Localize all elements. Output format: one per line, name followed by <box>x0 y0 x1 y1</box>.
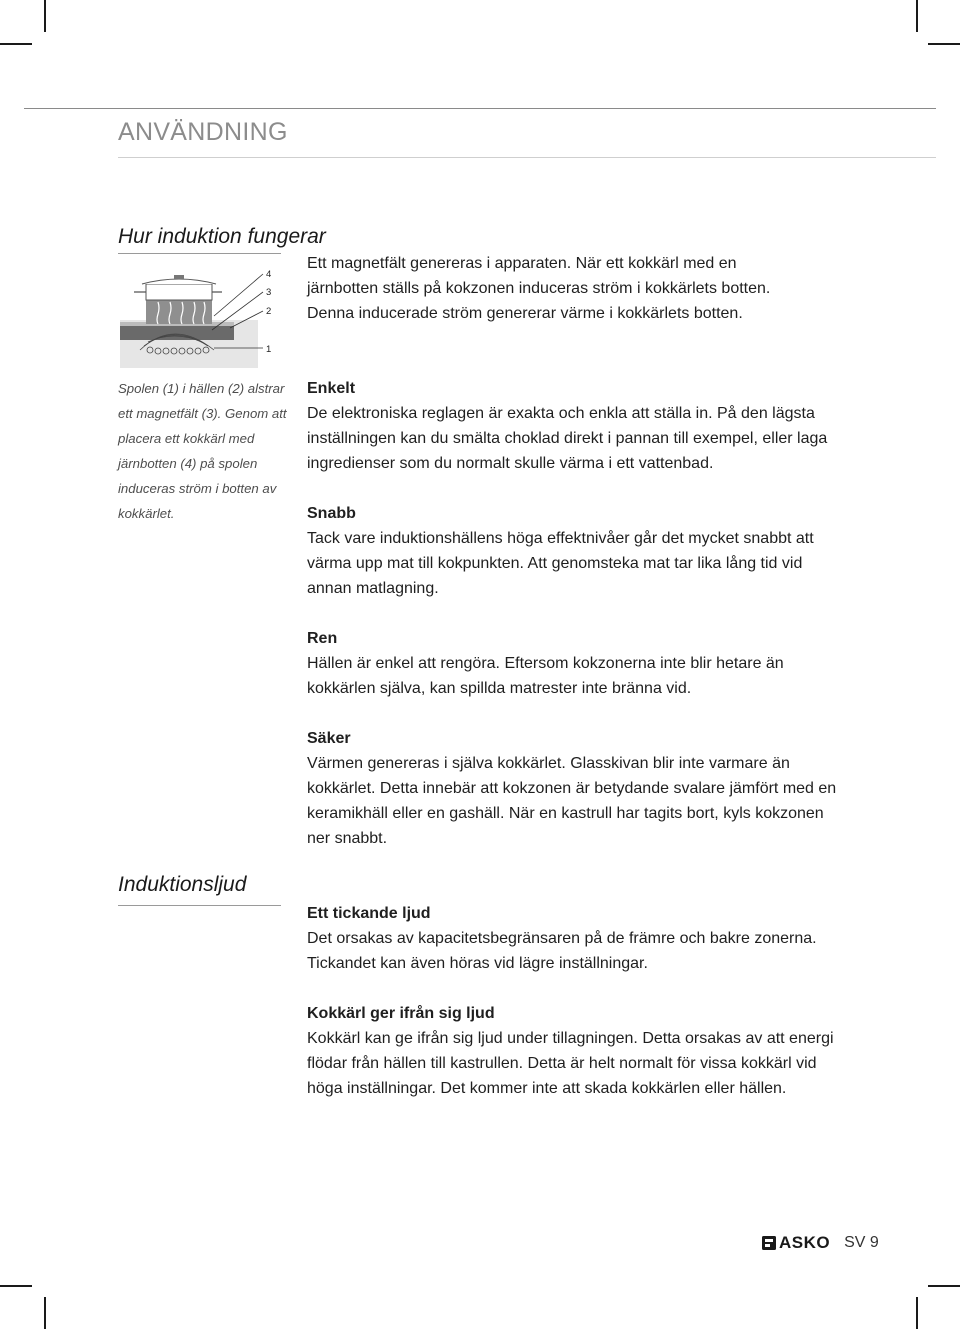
feature-text: De elektroniska reglagen är exakta och enkla att ställa in. På den lägsta inställningen kan du smälta choklad direkt i pannan till exempel, eller laga ingredienser som du normalt skulle värma i ett vattenbad. <box>307 405 828 472</box>
brand-logo <box>762 1233 830 1253</box>
figure-label: 3 <box>266 287 272 298</box>
top-rule <box>24 108 936 109</box>
feature-heading: Enkelt <box>307 380 356 397</box>
crop-mark <box>928 1285 960 1287</box>
sound-title: Induktionsljud <box>118 873 247 896</box>
footer <box>762 1231 879 1255</box>
feature-heading: Ren <box>307 630 338 647</box>
feature-heading: Säker <box>307 730 351 747</box>
sound-heading: Ett tickande ljud <box>307 905 431 922</box>
feature-heading: Snabb <box>307 505 356 522</box>
sound-block <box>307 1001 867 1101</box>
figure-caption: Spolen (1) i hällen (2) alstrar ett magnetfält (3). Genom att placera ett kokkärl med järnbotten (4) på spolen induceras ström i botten av kokkärlet. <box>118 381 287 521</box>
feature-text: Tack vare induktionshällens höga effektnivåer går det mycket snabbt att värma upp mat till kokpunkten. Att genomsteka mat tar lika lång tid vid annan matlagning. <box>307 530 814 597</box>
feature-block <box>307 726 867 851</box>
sound-heading: Kokkärl ger ifrån sig ljud <box>307 1005 495 1022</box>
sound-title-rule <box>118 905 281 906</box>
crop-mark <box>44 0 46 32</box>
section-title: ANVÄNDNING <box>118 118 288 146</box>
figure-label: 2 <box>266 306 272 317</box>
feature-text: Hällen är enkel att rengöra. Eftersom kokzonerna inte blir hetare än kokkärlen själva, kan spillda matrester inte bränna vid. <box>307 655 784 697</box>
section-rule <box>118 157 936 158</box>
crop-mark <box>0 43 32 45</box>
feature-block <box>307 376 867 476</box>
brand-name: ASKO <box>779 1233 831 1252</box>
intro-text: Ett magnetfält genereras i apparaten. När ett kokkärl med en järnbotten ställs på kokzonen induceras ström i kokkärlets botten. Denna inducerade ström genererar värme i kokkärlets botten. <box>307 255 771 322</box>
crop-mark <box>916 1297 918 1329</box>
crop-mark <box>916 0 918 32</box>
sound-block <box>307 901 867 976</box>
sound-text: Det orsakas av kapacitetsbegränsaren på de främre och bakre zonerna. Tickandet kan även höras vid lägre inställningar. <box>307 930 817 972</box>
feature-block <box>307 626 867 701</box>
induction-title-rule <box>118 253 281 254</box>
sound-text: Kokkärl kan ge ifrån sig ljud under tillagningen. Detta orsakas av att energi flödar från hällen till kastrullen. Detta är helt normalt för vissa kokkärl vid höga inställningar. Det kommer inte att skada kokkärlen eller hällen. <box>307 1030 834 1097</box>
feature-text: Värmen genereras i själva kokkärlet. Glasskivan blir inte varmare än kokkärlet. Detta innebär att kokzonen är betydande svalare jämfört med en keramikhäll eller en gashäll. När en kastrull har tagits bort, kyls kokzonen ner snabbt. <box>307 755 837 847</box>
crop-mark <box>928 43 960 45</box>
crop-mark <box>0 1285 32 1287</box>
figure-label: 4 <box>266 269 272 280</box>
asko-logo-icon <box>762 1236 776 1250</box>
induction-intro <box>307 251 867 326</box>
induction-title: Hur induktion fungerar <box>118 225 326 248</box>
feature-block <box>307 501 867 601</box>
crop-mark <box>44 1297 46 1329</box>
page-number: SV 9 <box>844 1234 879 1251</box>
induction-diagram <box>118 262 281 368</box>
figure-label: 1 <box>266 344 272 355</box>
